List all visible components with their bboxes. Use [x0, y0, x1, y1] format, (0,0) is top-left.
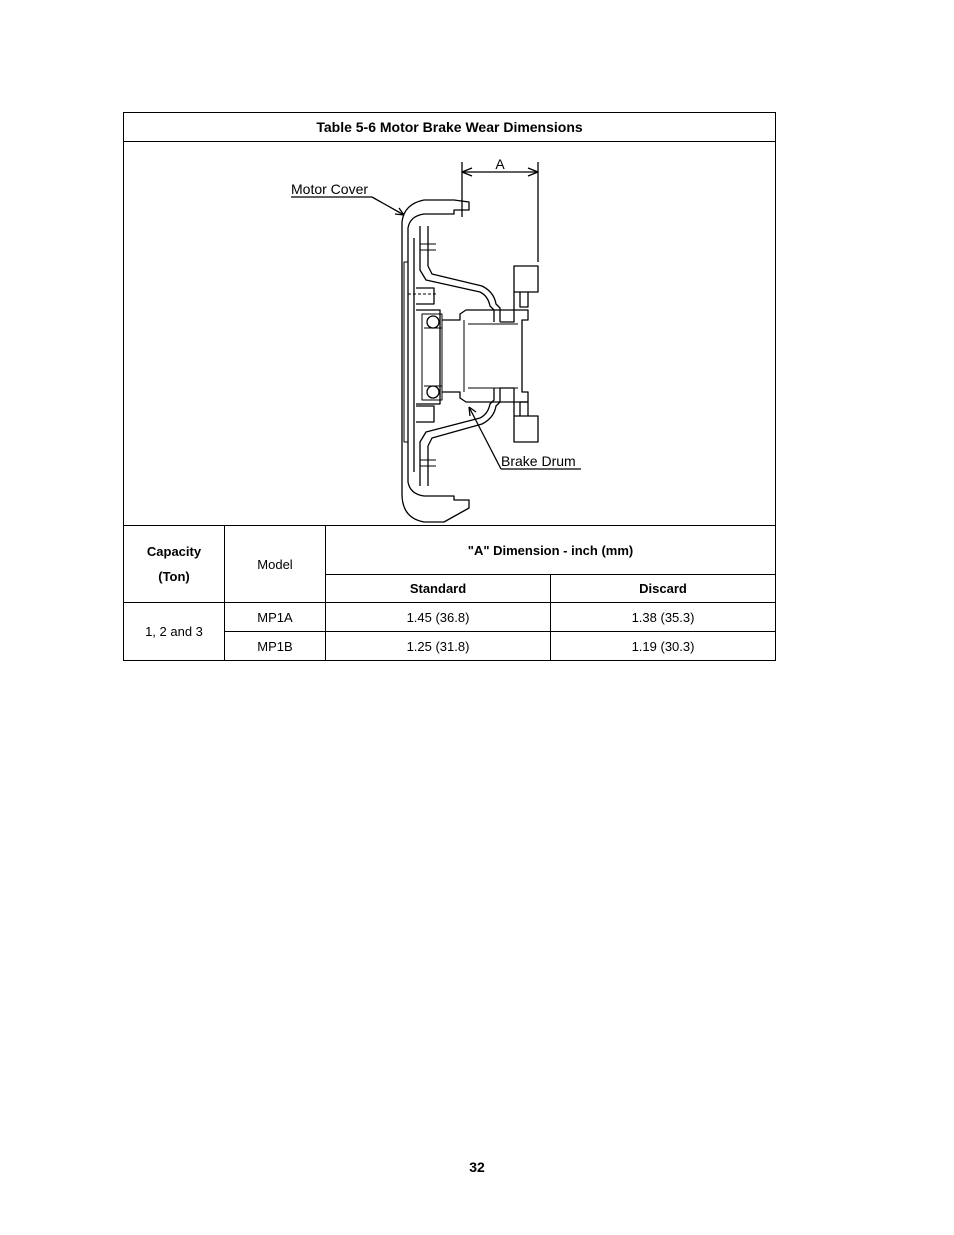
capacity-header: [124, 526, 225, 603]
upper-key-block: [416, 288, 434, 304]
table-row: [124, 603, 776, 632]
drum-flange-upper: [500, 266, 538, 322]
brake-drum-label: Brake Drum: [501, 453, 576, 469]
hub-bore: [464, 320, 518, 392]
row-model: MP1A: [225, 603, 326, 632]
motor-brake-wear-table: [123, 112, 776, 661]
upper-fastener: [420, 240, 436, 254]
motor-cover-leader: [372, 197, 404, 215]
dimension-a-label: A: [495, 156, 505, 172]
brake-drum-upper-inner: [428, 226, 500, 322]
bearing-race: [422, 314, 442, 400]
row-discard: 1.38 (35.3): [551, 603, 776, 632]
brake-drum-lower-outer: [420, 388, 494, 486]
table-title: Table 5-6 Motor Brake Wear Dimensions: [124, 113, 776, 142]
motor-cover-arrow: [395, 208, 404, 215]
brake-drum-diagram: [124, 142, 776, 525]
row-standard: 1.25 (31.8): [326, 632, 551, 661]
page-number: 32: [469, 1159, 485, 1175]
lower-key-block: [416, 406, 434, 422]
model-header: Model: [225, 526, 326, 603]
capacity-header-line2: (Ton): [158, 569, 190, 584]
capacity-value: 1, 2 and 3: [124, 603, 225, 661]
row-standard: 1.45 (36.8): [326, 603, 551, 632]
brake-drum-upper-outer: [420, 226, 494, 322]
brake-drum-leader: [469, 407, 501, 469]
upper-bearing-ball-icon: [427, 316, 439, 328]
drum-flange-lower: [500, 388, 538, 442]
row-model: MP1B: [225, 632, 326, 661]
standard-header: Standard: [326, 575, 551, 603]
discard-header: Discard: [551, 575, 776, 603]
motor-cover-outline: [402, 200, 469, 522]
brake-drum-lower-inner: [428, 388, 500, 486]
lower-fastener: [420, 456, 436, 470]
brake-diagram-cell: [124, 142, 776, 526]
row-discard: 1.19 (30.3): [551, 632, 776, 661]
dimension-header: "A" Dimension - inch (mm): [326, 526, 776, 575]
capacity-header-line1: Capacity: [146, 544, 202, 559]
lower-bearing-ball-icon: [427, 386, 439, 398]
bearing-separators: [424, 328, 442, 386]
motor-cover-label: Motor Cover: [291, 181, 369, 197]
